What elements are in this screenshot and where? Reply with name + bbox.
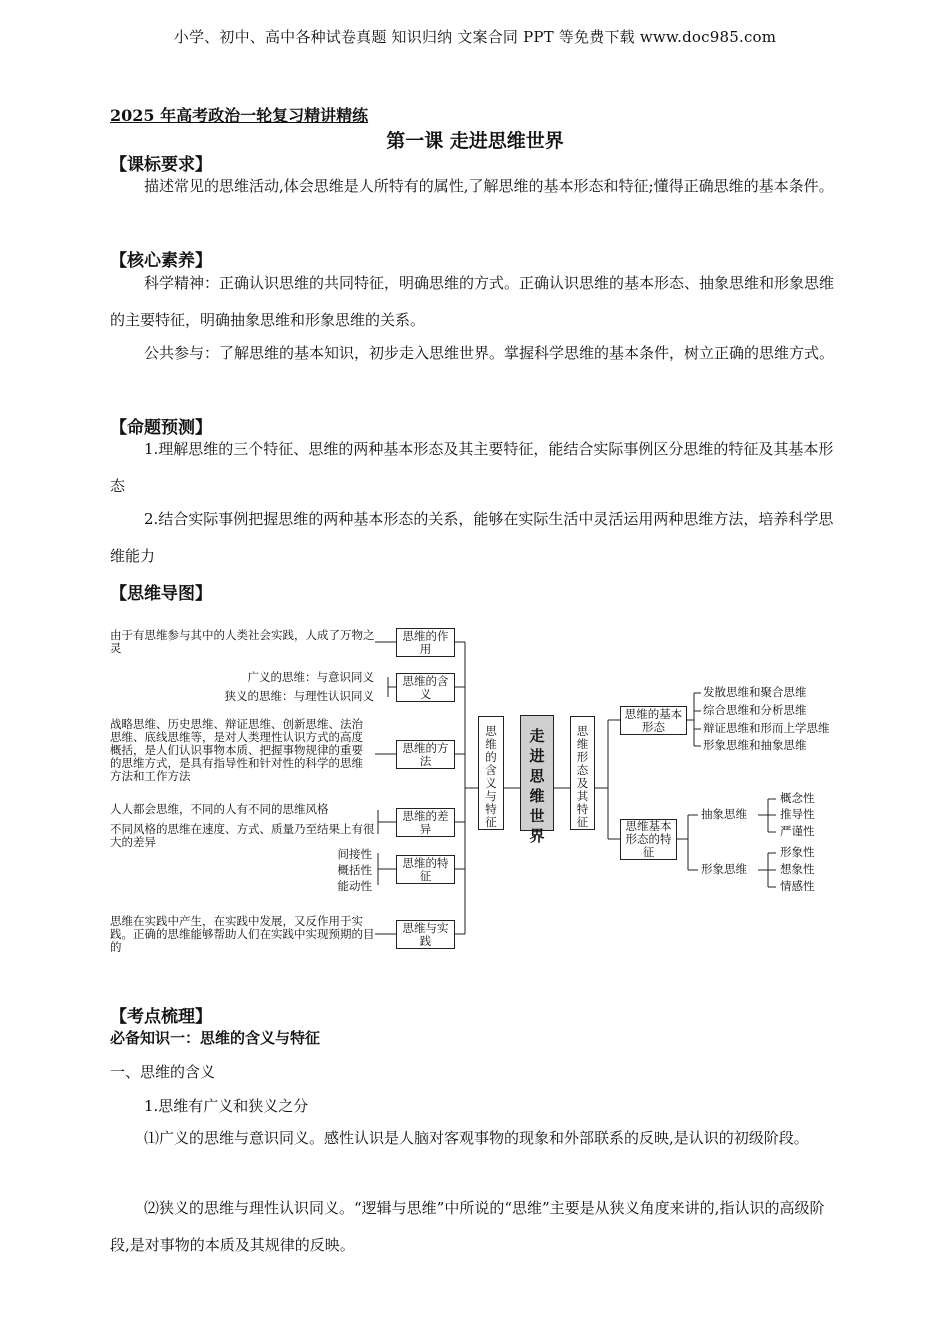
node-methods: 思维的方法 <box>396 740 455 769</box>
curriculum-heading: 【课标要求】 <box>110 155 212 175</box>
item-conceptual: 概念性 <box>780 791 815 805</box>
node-basic-forms: 思维的基本形态 <box>620 706 687 735</box>
item-visual: 形象性 <box>780 845 815 859</box>
item-synthetic: 综合思维和分析思维 <box>703 703 807 717</box>
review-p1: ⑴广义的思维与意识同义。感性认识是人脑对客观事物的现象和外部联系的反映,是认识的初级阶段。 <box>144 1129 809 1147</box>
note-broad: 广义的思维：与意识同义 <box>247 670 374 684</box>
point-1: 一、思维的含义 <box>110 1063 216 1081</box>
item-imaginative: 想象性 <box>780 862 815 876</box>
note-indirect: 间接性 <box>337 847 372 861</box>
item-dialectical: 辩证思维和形而上学思维 <box>703 721 830 735</box>
note-practice: 思维在实践中产生，在实践中发展，又反作用于实践。正确的思维能够帮助人们在实践中实现预期的目的 <box>110 914 375 954</box>
note-diff-2: 不同风格的思维在速度、方式、质量乃至结果上有很大的差异 <box>110 822 375 849</box>
node-differences: 思维的差异 <box>396 808 455 837</box>
literacy-p1: 科学精神：正确认识思维的共同特征，明确思维的方式。正确认识思维的基本形态、抽象思维和形象思维的主要特征，明确抽象思维和形象思维的关系。 <box>110 274 835 329</box>
series-title: 2025 年高考政治一轮复习精讲精练 <box>110 106 369 125</box>
curriculum-text: 描述常见的思维活动,体会思维是人所特有的属性,了解思维的基本形态和特征;懂得正确思维的基本条件。 <box>144 177 834 195</box>
node-forms-features: 思维基本形态的特征 <box>620 819 677 860</box>
item-emotional: 情感性 <box>780 879 815 893</box>
sub-image: 形象思维 <box>701 862 747 876</box>
literacy-heading: 【核心素养】 <box>110 251 212 271</box>
lesson-title: 第一课 走进思维世界 <box>386 130 564 152</box>
prediction-p2: 2.结合实际事例把握思维的两种基本形态的关系，能够在实际生活中灵活运用两种思维方法，培养科学思维能力 <box>110 510 834 565</box>
point-1-1: 1.思维有广义和狭义之分 <box>144 1097 309 1115</box>
knowledge-title: 必备知识一：思维的含义与特征 <box>110 1029 321 1047</box>
mind-map <box>108 622 858 958</box>
review-heading: 【考点梳理】 <box>110 1007 212 1027</box>
item-image-abstract: 形象思维和抽象思维 <box>703 738 807 752</box>
note-role: 由于有思维参与其中的人类社会实践，人成了万物之灵 <box>110 628 375 655</box>
item-rigorous: 严谨性 <box>780 824 815 838</box>
sub-abstract: 抽象思维 <box>701 807 747 821</box>
node-role: 思维的作用 <box>396 628 455 657</box>
node-meaning: 思维的含义 <box>396 673 455 702</box>
review-p2: ⑵狭义的思维与理性认识同义。“逻辑与思维”中所说的“思维”主要是从狭义角度来讲的,指认识的高级阶段,是对事物的本质及其规律的反映。 <box>110 1199 825 1254</box>
prediction-p1: 1.理解思维的三个特征、思维的两种基本形态及其主要特征，能结合实际事例区分思维的特征及其基本形态 <box>110 440 834 495</box>
page-header: 小学、初中、高中各种试卷真题 知识归纳 文案合同 PPT 等免费下载 www.doc985.com <box>173 28 777 46</box>
note-methods: 战略思维、历史思维、辩证思维、创新思维、法治思维、底线思维等，是对人类理性认识方式的高度概括，是人们认识事物本质、把握事物规律的重要的思维方式，是具有指导性和针对性的科学的思维方法和工作方法 <box>110 717 363 783</box>
note-diff-1: 人人都会思维，不同的人有不同的思维风格 <box>110 802 329 816</box>
item-divergent: 发散思维和聚合思维 <box>703 685 807 699</box>
prediction-heading: 【命题预测】 <box>110 418 212 438</box>
note-general: 概括性 <box>337 863 372 877</box>
mindmap-heading: 【思维导图】 <box>110 584 212 604</box>
item-deductive: 推导性 <box>780 807 815 821</box>
node-practice: 思维与实践 <box>396 920 455 949</box>
branch-forms-features: 思维形态及其特征 <box>570 716 595 830</box>
branch-meaning-features: 思维的含义与特征 <box>478 716 504 830</box>
literacy-p2: 公共参与：了解思维的基本知识，初步走入思维世界。掌握科学思维的基本条件，树立正确的思维方式。 <box>144 344 835 362</box>
note-narrow: 狭义的思维：与理性认识同义 <box>224 689 374 703</box>
center-topic: 走进思维世界 <box>520 715 554 831</box>
note-active: 能动性 <box>337 879 372 893</box>
node-features: 思维的特征 <box>396 855 455 884</box>
